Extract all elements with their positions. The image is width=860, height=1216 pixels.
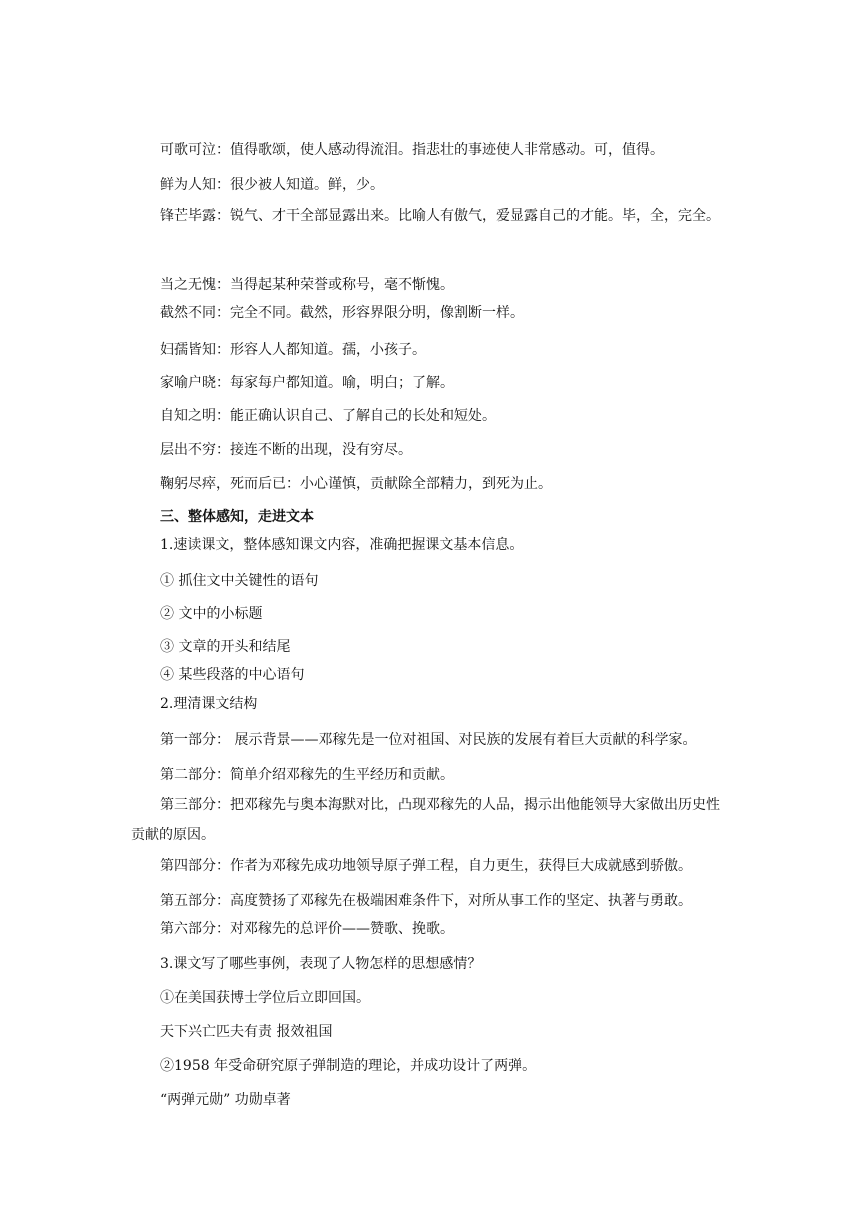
question-2-title: 2.理清课文结构 — [160, 696, 258, 712]
vocab-entry: 锋芒毕露：锐气、才干全部显露出来。比喻人有傲气，爱显露自己的才能。毕，全，完全。 — [160, 208, 720, 224]
structure-part: 第二部分：简单介绍邓稼先的生平经历和贡献。 — [160, 767, 454, 783]
vocab-entry: 妇孺皆知：形容人人都知道。孺，小孩子。 — [160, 342, 426, 358]
question-3-title: 3.课文写了哪些事例，表现了人物怎样的思想感情？ — [160, 956, 482, 972]
vocab-entry: 自知之明：能正确认识自己、了解自己的长处和短处。 — [160, 408, 496, 424]
structure-part: 第五部分：高度赞扬了邓稼先在极端困难条件下，对所从事工作的坚定、执著与勇敢。 — [160, 893, 692, 909]
list-item: ① 抓住文中关键性的语句 — [160, 573, 319, 589]
vocab-entry: 层出不穷：接连不断的出现，没有穷尽。 — [160, 442, 412, 458]
vocab-entry: 截然不同：完全不同。截然，形容界限分明，像割断一样。 — [160, 305, 524, 321]
structure-part: 第四部分：作者为邓稼先成功地领导原子弹工程，自力更生，获得巨大成就感到骄傲。 — [160, 858, 692, 874]
section-heading: 三、整体感知，走进文本 — [160, 509, 314, 525]
question-1-title: 1.速读课文，整体感知课文内容，准确把握课文基本信息。 — [160, 537, 524, 553]
vocab-entry: 家喻户晓：每家每户都知道。喻，明白；了解。 — [160, 375, 454, 391]
example-line: 天下兴亡匹夫有责 报效祖国 — [160, 1024, 333, 1040]
structure-part: 第一部分： 展示背景——邓稼先是一位对祖国、对民族的发展有着巨大贡献的科学家。 — [160, 732, 697, 748]
vocab-entry: 当之无愧：当得起某种荣誉或称号，毫不惭愧。 — [160, 277, 454, 293]
vocab-entry: 可歌可泣：值得歌颂，使人感动得流泪。指悲壮的事迹使人非常感动。可，值得。 — [160, 142, 664, 158]
structure-part: 第三部分：把邓稼先与奥本海默对比，凸现邓稼先的人品，揭示出他能领导大家做出历史性贡献的原因。 — [131, 797, 720, 843]
vocab-entry: 鲜为人知：很少被人知道。鲜，少。 — [160, 177, 384, 193]
vocab-entry: 鞠躬尽瘁，死而后已：小心谨慎，贡献除全部精力，到死为止。 — [160, 476, 552, 492]
example-line: ②1958 年受命研究原子弹制造的理论，并成功设计了两弹。 — [160, 1058, 537, 1074]
example-line: “两弹元勋” 功勋卓著 — [160, 1092, 291, 1108]
structure-part: 第六部分：对邓稼先的总评价——赞歌、挽歌。 — [160, 921, 454, 937]
list-item: ② 文中的小标题 — [160, 606, 263, 622]
list-item: ③ 文章的开头和结尾 — [160, 639, 291, 655]
list-item: ④ 某些段落的中心语句 — [160, 667, 305, 683]
example-line: ①在美国获博士学位后立即回国。 — [160, 990, 370, 1006]
